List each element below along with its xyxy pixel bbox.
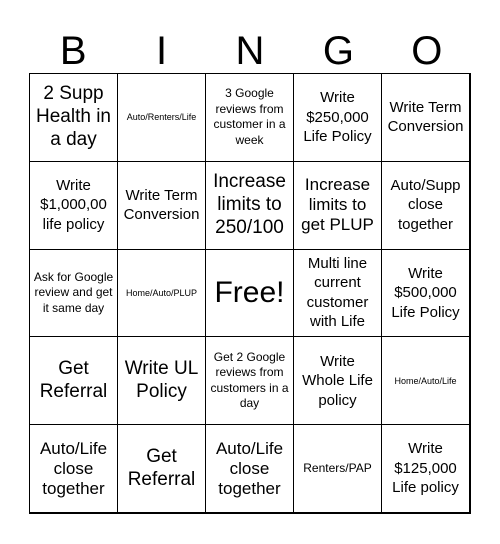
cell-text: Write $1,000,00 life policy <box>40 176 107 233</box>
cell-text: 2 Supp Health in a day <box>36 83 111 150</box>
bingo-cell[interactable] <box>117 73 206 162</box>
bingo-cell[interactable] <box>381 424 470 513</box>
bingo-cell[interactable] <box>381 249 470 338</box>
bingo-cell[interactable] <box>205 336 294 425</box>
bingo-cell[interactable] <box>117 249 206 338</box>
bingo-cell[interactable] <box>205 73 294 162</box>
cell-text: Increase limits to get PLUP <box>301 175 374 235</box>
bingo-cell[interactable] <box>117 161 206 250</box>
cell-text: Get 2 Google reviews from customers in a day <box>210 349 289 411</box>
free-space-text: Free! <box>214 275 285 309</box>
bingo-cell[interactable] <box>293 249 382 338</box>
bingo-cell[interactable] <box>381 73 470 162</box>
bingo-cell[interactable] <box>117 424 206 513</box>
cell-text: Auto/Supp close together <box>390 176 461 233</box>
bingo-cell[interactable] <box>205 424 294 513</box>
bingo-cell[interactable] <box>29 249 118 338</box>
cell-text: Auto/Renters/Life <box>126 112 197 123</box>
header-letter-b: B <box>59 29 87 73</box>
bingo-cell[interactable] <box>293 73 382 162</box>
header-letter-g: G <box>322 29 354 73</box>
bingo-cell[interactable] <box>293 424 382 513</box>
cell-text: Write $500,000 Life Policy <box>391 264 460 321</box>
cell-text: Write Term Conversion <box>123 186 200 224</box>
bingo-cell[interactable] <box>29 336 118 425</box>
bingo-cell[interactable] <box>117 336 206 425</box>
cell-text: Get Referral <box>127 445 196 490</box>
cell-text: Auto/Life close together <box>39 438 108 498</box>
header-letter-i: I <box>156 29 168 73</box>
cell-text: Home/Auto/Life <box>394 375 457 386</box>
bingo-cell[interactable] <box>29 73 118 162</box>
header-letter-o: O <box>411 29 443 73</box>
cell-text: Write Term Conversion <box>387 98 464 136</box>
bingo-board <box>29 73 471 514</box>
bingo-cell[interactable] <box>381 336 470 425</box>
cell-text: Write $250,000 Life Policy <box>303 89 372 146</box>
bingo-cell[interactable] <box>29 424 118 513</box>
bingo-cell[interactable] <box>381 161 470 250</box>
cell-text: Increase limits to 250/100 <box>213 171 286 238</box>
header-letter-n: N <box>235 29 265 73</box>
cell-text: Multi line current customer with Life <box>306 254 369 331</box>
cell-text: Write Whole Life policy <box>302 352 373 409</box>
cell-text: Get Referral <box>39 357 108 402</box>
cell-text: Auto/Life close together <box>215 438 284 498</box>
cell-text: 3 Google reviews from customer in a week <box>213 86 286 147</box>
cell-text: Ask for Google review and get it same day <box>33 269 114 315</box>
bingo-cell[interactable] <box>293 161 382 250</box>
cell-text: Renters/PAP <box>303 460 372 475</box>
cell-text: Write UL Policy <box>124 357 199 402</box>
bingo-header <box>29 26 471 74</box>
cell-text: Home/Auto/PLUP <box>125 287 198 298</box>
bingo-cell[interactable] <box>205 161 294 250</box>
free-space[interactable] <box>205 249 294 338</box>
bingo-cell[interactable] <box>29 161 118 250</box>
bingo-cell[interactable] <box>293 336 382 425</box>
cell-text: Write $125,000 Life policy <box>392 440 459 497</box>
